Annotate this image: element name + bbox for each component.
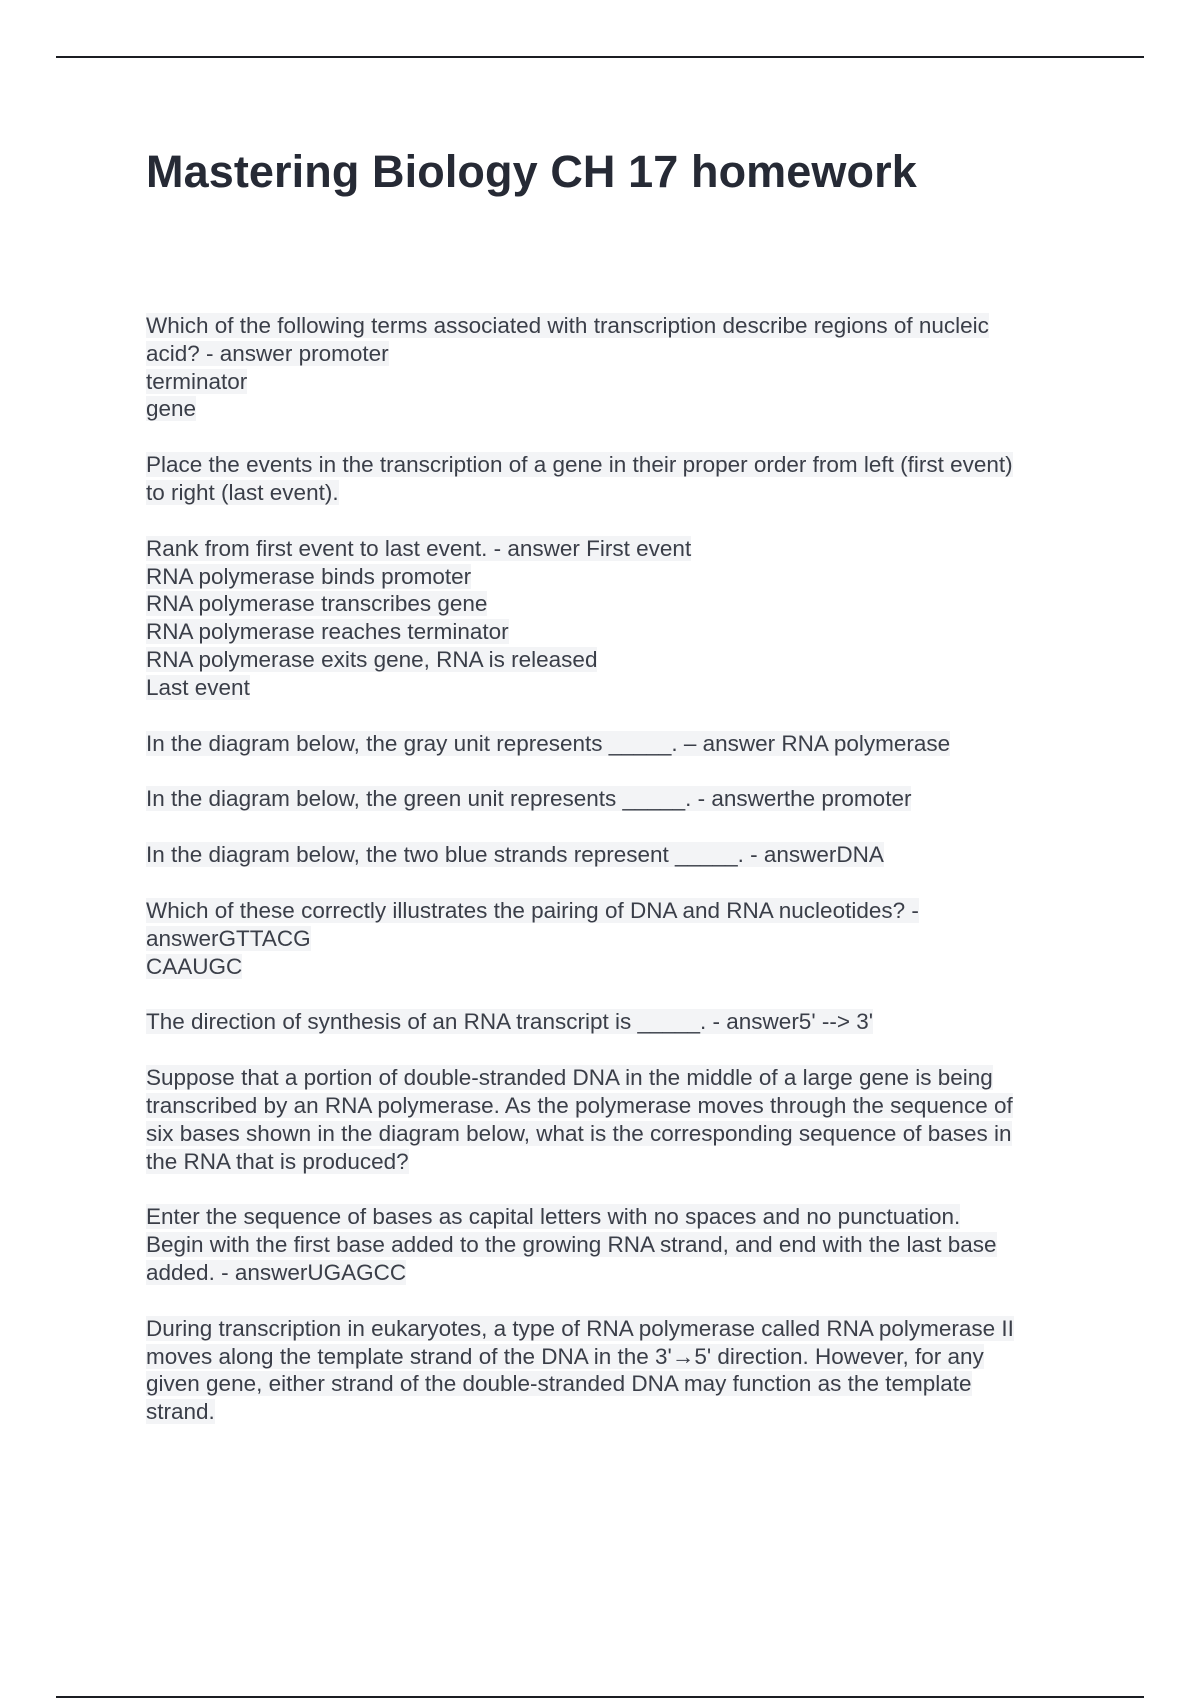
top-rule — [56, 56, 1144, 58]
paragraph-5 — [146, 785, 1086, 813]
text-line: Suppose that a portion of double-stranded DNA in the middle of a large gene is being — [146, 1065, 993, 1091]
text-line: given gene, either strand of the double-stranded DNA may function as the template — [146, 1371, 972, 1397]
text-line: the RNA that is produced? — [146, 1148, 409, 1174]
text-line: RNA polymerase exits gene, RNA is released — [146, 646, 598, 672]
text-line: terminator — [146, 368, 248, 394]
text-line: added. - answerUGAGCC — [146, 1259, 407, 1285]
bottom-rule — [56, 1696, 1144, 1698]
paragraph-2 — [146, 451, 1086, 507]
paragraph-9 — [146, 1064, 1086, 1175]
paragraph-11 — [146, 1315, 1086, 1426]
text-line: In the diagram below, the gray unit represents _____. – answer RNA polymerase — [146, 730, 951, 756]
text-line: RNA polymerase transcribes gene — [146, 591, 488, 617]
text-line: Which of these correctly illustrates the pairing of DNA and RNA nucleotides? - — [146, 897, 919, 923]
text-line: acid? - answer promoter — [146, 340, 389, 366]
paragraph-3 — [146, 535, 1086, 702]
paragraph-4 — [146, 730, 1086, 758]
text-line: During transcription in eukaryotes, a type of RNA polymerase called RNA polymerase II — [146, 1315, 1014, 1341]
document-title: Mastering Biology CH 17 homework — [146, 146, 917, 197]
paragraph-7 — [146, 897, 1086, 980]
text-line: The direction of synthesis of an RNA transcript is _____. - answer5' --> 3' — [146, 1009, 874, 1035]
text-line: In the diagram below, the two blue strands represent _____. - answerDNA — [146, 842, 884, 868]
text-line: transcribed by an RNA polymerase. As the polymerase moves through the sequence of — [146, 1092, 1013, 1118]
paragraph-10 — [146, 1203, 1086, 1286]
paragraph-8 — [146, 1008, 1086, 1036]
text-line: CAAUGC — [146, 953, 243, 979]
text-line: moves along the template strand of the DNA in the 3'→5' direction. However, for any — [146, 1343, 984, 1369]
text-line: to right (last event). — [146, 479, 339, 505]
text-line: Place the events in the transcription of a gene in their proper order from left (first event) — [146, 452, 1013, 478]
text-line: Which of the following terms associated with transcription describe regions of nucleic — [146, 313, 989, 338]
paragraph-6 — [146, 841, 1086, 869]
text-line: RNA polymerase binds promoter — [146, 563, 472, 589]
paragraph-1 — [146, 312, 1086, 423]
text-line: Last event — [146, 674, 250, 700]
text-line: Rank from first event to last event. - answer First event — [146, 535, 692, 561]
text-line: In the diagram below, the green unit represents _____. - answerthe promoter — [146, 786, 912, 812]
text-line: strand. — [146, 1399, 215, 1425]
text-line: six bases shown in the diagram below, what is the corresponding sequence of bases in — [146, 1120, 1012, 1146]
text-line: answerGTTACG — [146, 925, 311, 951]
text-line: Enter the sequence of bases as capital letters with no spaces and no punctuation. — [146, 1204, 961, 1230]
text-line: gene — [146, 396, 197, 422]
text-line: Begin with the first base added to the growing RNA strand, and end with the last base — [146, 1232, 997, 1258]
document-body — [146, 312, 1086, 1454]
text-line: RNA polymerase reaches terminator — [146, 619, 509, 645]
